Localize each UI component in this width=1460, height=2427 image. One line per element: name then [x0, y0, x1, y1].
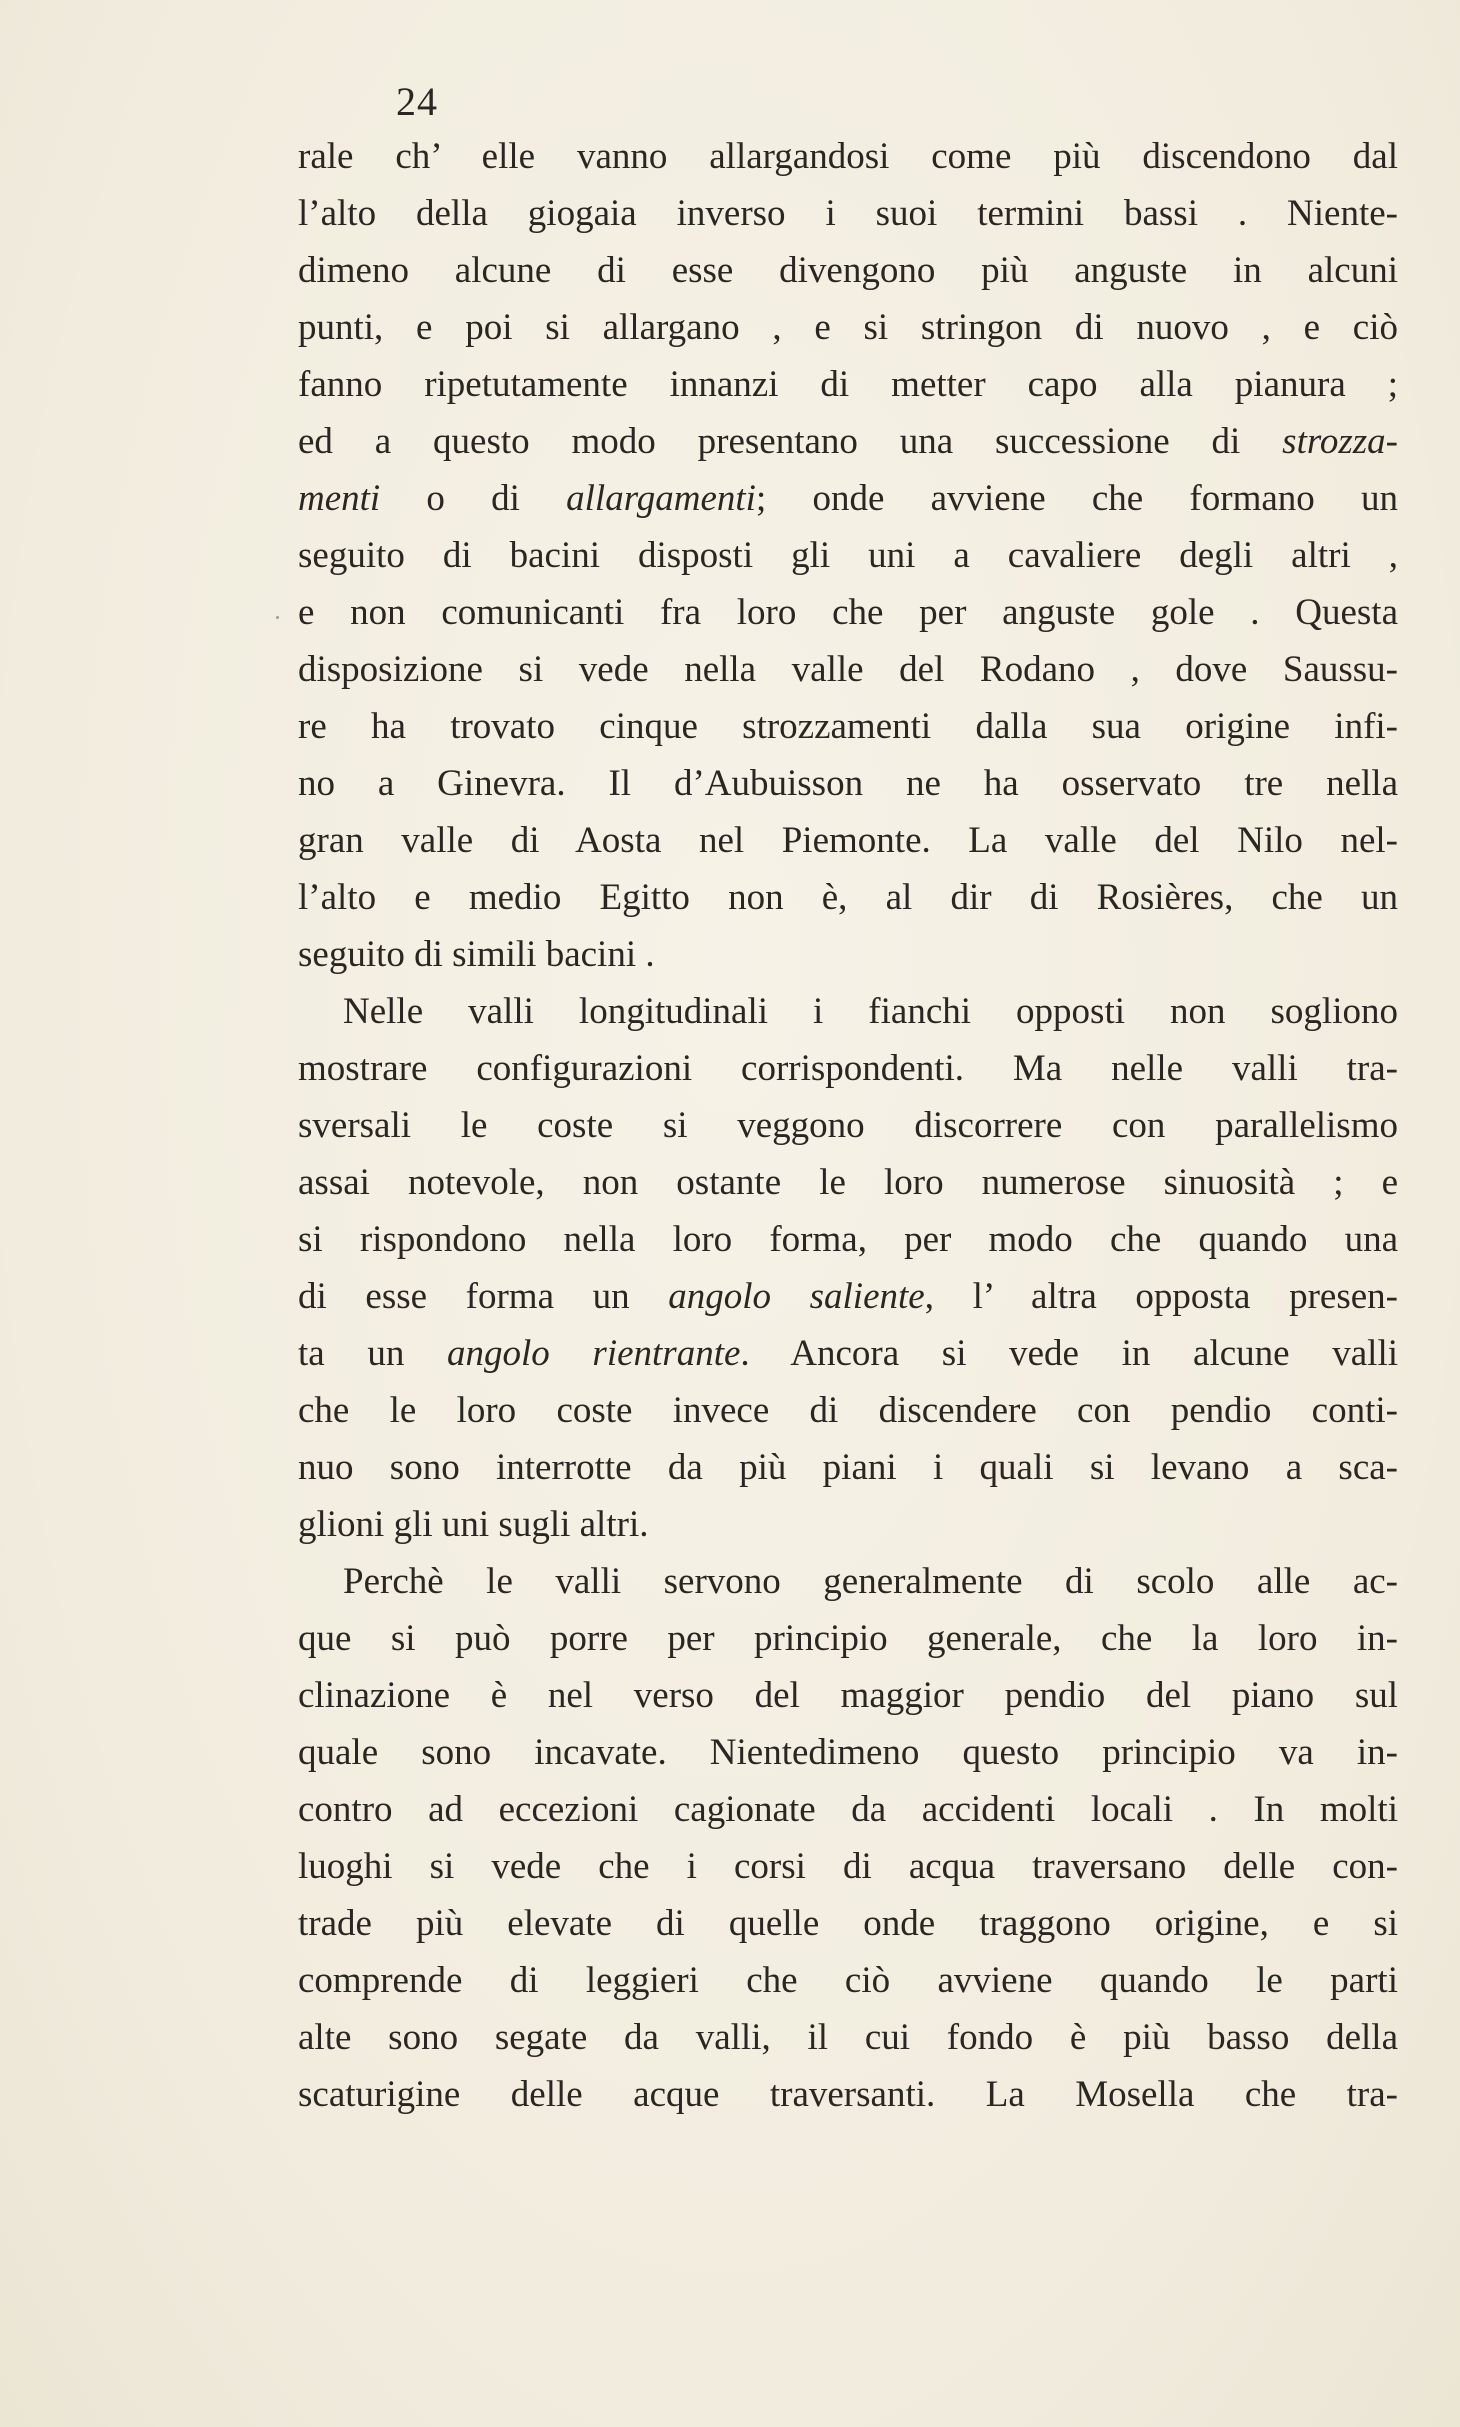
text-segment: rale ch’ elle vanno allargandosi come più discendono dal — [298, 136, 1398, 177]
text-line — [298, 926, 1398, 983]
text-segment: gran valle di Aosta nel Piemonte. La valle del Nilo nel- — [298, 820, 1398, 861]
text-segment: re ha trovato cinque strozzamenti dalla sua origine infi- — [298, 706, 1398, 747]
text-segment: ed a questo modo presentano una successione di — [298, 421, 1283, 462]
paper-speck — [276, 616, 279, 619]
text-line — [298, 413, 1398, 470]
text-segment: alte sono segate da valli, il cui fondo è più basso della — [298, 2017, 1398, 2058]
text-line — [298, 2066, 1398, 2123]
text-segment: dimeno alcune di esse divengono più anguste in alcuni — [298, 250, 1398, 291]
text-segment: di esse forma un — [298, 1276, 669, 1317]
text-line — [298, 1553, 1398, 1610]
text-line — [298, 1838, 1398, 1895]
text-line — [298, 2009, 1398, 2066]
text-line — [298, 1040, 1398, 1097]
text-segment: si rispondono nella loro forma, per modo che quando una — [298, 1219, 1398, 1260]
text-line — [298, 1610, 1398, 1667]
text-segment: assai notevole, non ostante le loro numerose sinuosità ; e — [298, 1162, 1398, 1203]
text-line — [298, 1724, 1398, 1781]
text-segment: sversali le coste si veggono discorrere con parallelismo — [298, 1105, 1398, 1146]
text-line — [298, 1382, 1398, 1439]
body-text — [298, 128, 1398, 2123]
text-line — [298, 698, 1398, 755]
text-line — [298, 185, 1398, 242]
text-segment: che le loro coste invece di discendere con pendio conti- — [298, 1390, 1398, 1431]
text-line — [298, 641, 1398, 698]
text-line — [298, 1097, 1398, 1154]
text-segment: l’alto e medio Egitto non è, al dir di Rosières, che un — [298, 877, 1398, 918]
text-segment: mostrare configurazioni corrispondenti. Ma nelle valli tra- — [298, 1048, 1398, 1089]
text-line — [298, 755, 1398, 812]
text-line — [298, 584, 1398, 641]
italic-term: angolo rientrante — [447, 1333, 741, 1374]
text-line — [298, 812, 1398, 869]
text-segment: glioni gli uni sugli altri. — [298, 1504, 649, 1545]
text-segment: luoghi si vede che i corsi di acqua traversano delle con- — [298, 1846, 1398, 1887]
text-line — [298, 527, 1398, 584]
text-segment: seguito di bacini disposti gli uni a cavaliere degli altri , — [298, 535, 1398, 576]
text-segment: punti, e poi si allargano , e si stringon di nuovo , e ciò — [298, 307, 1398, 348]
text-line — [298, 1439, 1398, 1496]
text-line — [298, 983, 1398, 1040]
text-segment: e non comunicanti fra loro che per anguste gole . Questa — [298, 592, 1398, 633]
text-segment: nuo sono interrotte da più piani i quali si levano a sca- — [298, 1447, 1398, 1488]
italic-term: strozza- — [1282, 421, 1398, 462]
text-segment: o di — [380, 478, 567, 519]
text-segment: Nelle valli longitudinali i fianchi opposti non sogliono — [343, 991, 1398, 1032]
text-segment: seguito di simili bacini . — [298, 934, 655, 975]
text-line — [298, 1781, 1398, 1838]
text-segment: , l’ altra opposta presen- — [924, 1276, 1398, 1317]
italic-term: angolo saliente — [668, 1276, 925, 1317]
page-number: 24 — [396, 79, 438, 124]
text-segment: Perchè le valli servono generalmente di scolo alle ac- — [343, 1561, 1398, 1602]
text-segment: ta un — [298, 1333, 447, 1374]
text-segment: fanno ripetutamente innanzi di metter capo alla pianura ; — [298, 364, 1398, 405]
text-segment: contro ad eccezioni cagionate da accidenti locali . In molti — [298, 1789, 1398, 1830]
text-line — [298, 1211, 1398, 1268]
text-line — [298, 1667, 1398, 1724]
text-line — [298, 242, 1398, 299]
text-line — [298, 128, 1398, 185]
text-line — [298, 1952, 1398, 2009]
text-line — [298, 470, 1398, 527]
text-line — [298, 1268, 1398, 1325]
italic-term: menti — [298, 478, 381, 519]
italic-term: allargamenti — [566, 478, 756, 519]
text-line — [298, 1895, 1398, 1952]
text-line — [298, 869, 1398, 926]
text-segment: que si può porre per principio generale, che la loro in- — [298, 1618, 1398, 1659]
text-line — [298, 299, 1398, 356]
text-segment: trade più elevate di quelle onde traggono origine, e si — [298, 1903, 1398, 1944]
text-segment: ; onde avviene che formano un — [755, 478, 1398, 519]
text-segment: . Ancora si vede in alcune valli — [740, 1333, 1399, 1374]
text-line — [298, 356, 1398, 413]
text-segment: comprende di leggieri che ciò avviene quando le parti — [298, 1960, 1398, 2001]
text-segment: no a Ginevra. Il d’Aubuisson ne ha osservato tre nella — [298, 763, 1398, 804]
text-segment: l’alto della giogaia inverso i suoi termini bassi . Niente- — [298, 193, 1398, 234]
text-segment: scaturigine delle acque traversanti. La Mosella che tra- — [298, 2074, 1398, 2115]
text-segment: quale sono incavate. Nientedimeno questo principio va in- — [298, 1732, 1398, 1773]
text-line — [298, 1154, 1398, 1211]
text-segment: clinazione è nel verso del maggior pendio del piano sul — [298, 1675, 1398, 1716]
text-segment: disposizione si vede nella valle del Rodano , dove Saussu- — [298, 649, 1398, 690]
text-line — [298, 1496, 1398, 1553]
text-line — [298, 1325, 1398, 1382]
